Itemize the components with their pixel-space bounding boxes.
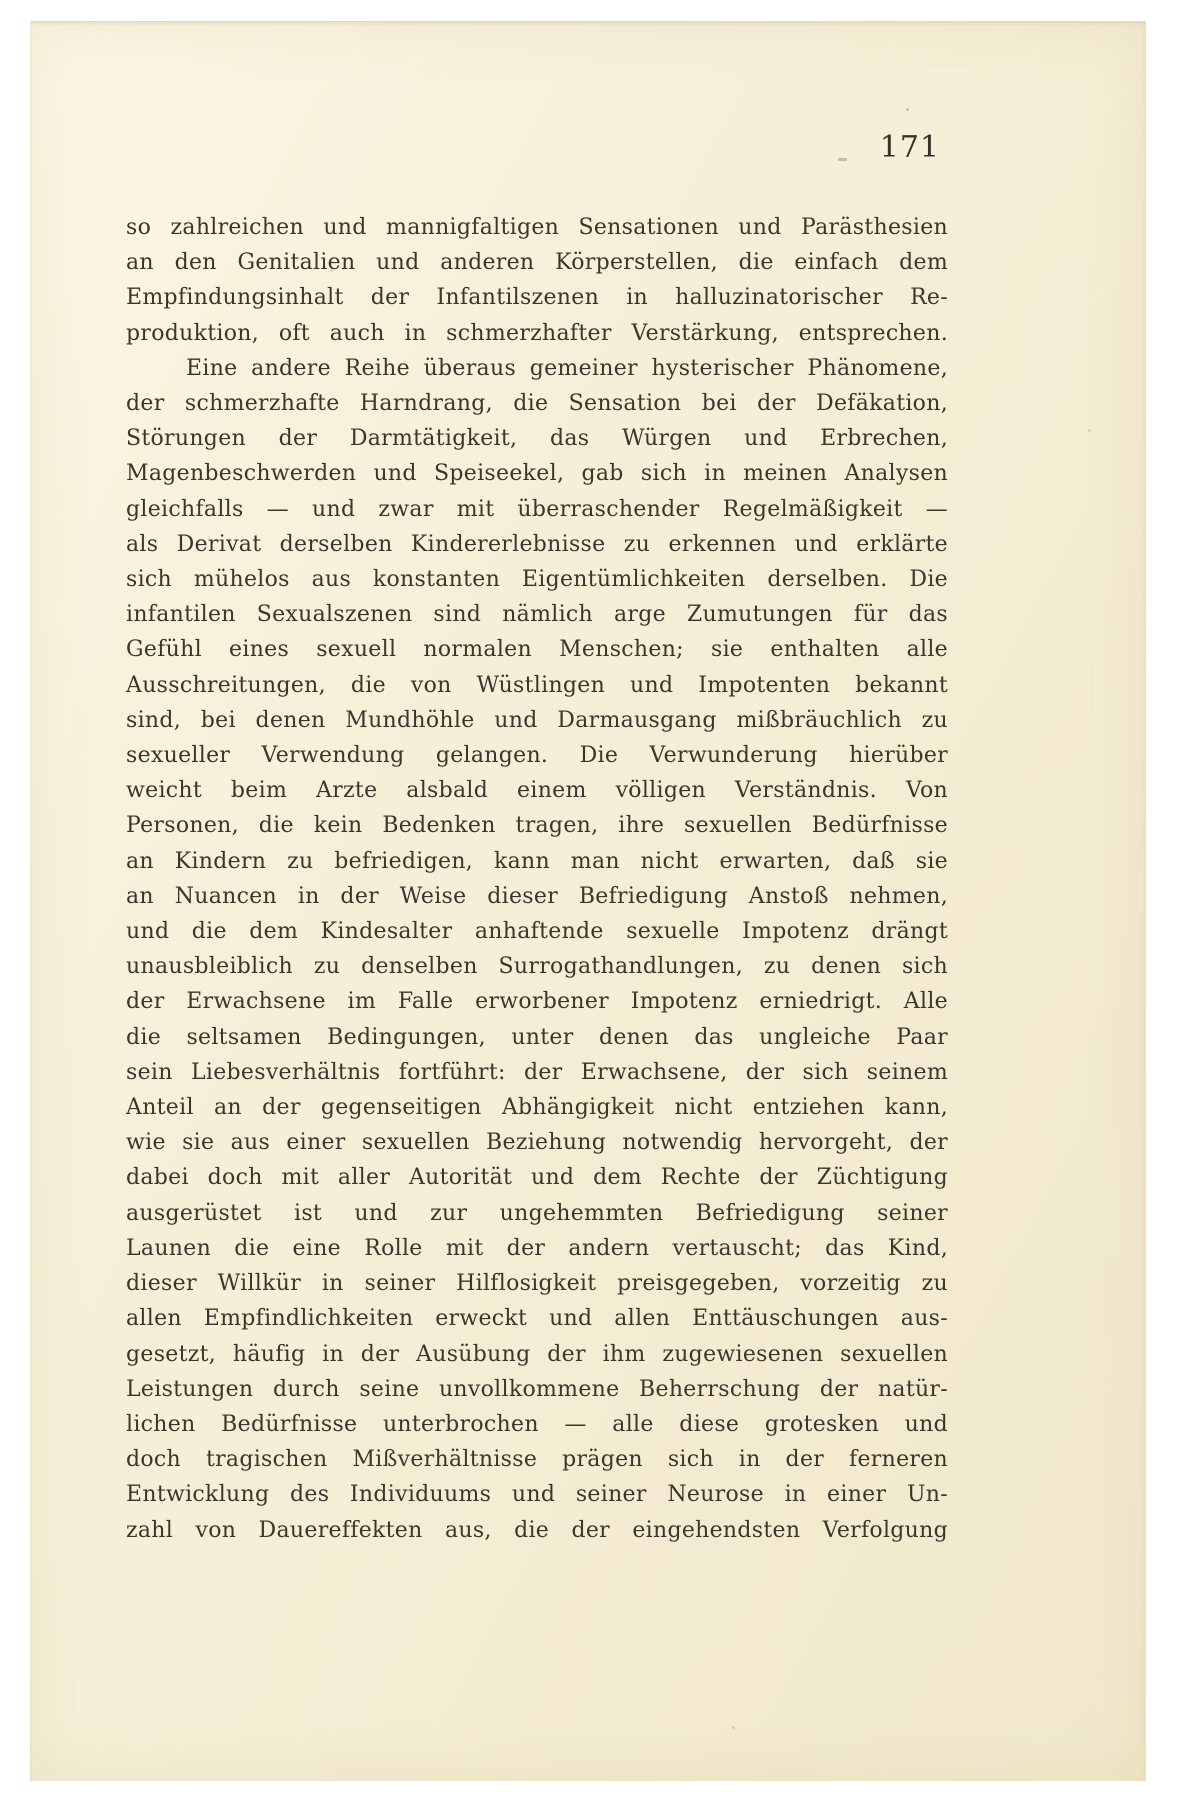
text-line-18: Personen, die kein Bedenken tragen, ihre sexuellen Bedürfnisse [126,813,948,839]
book-page [30,21,1146,1781]
text-line-17: weicht beim Arzte alsbald einem völligen Verständnis. Von [126,778,948,804]
text-line-13: Gefühl eines sexuell normalen Menschen; sie enthalten alle [126,637,948,663]
text-line-35: lichen Bedürfnisse unterbrochen — alle diese grotesken und [126,1411,948,1437]
text-line-25: sein Liebesverhältnis fortführt: der Erwachsene, der sich seinem [126,1059,948,1085]
text-line-37: Entwicklung des Individuums und seiner Neurose in einer Un- [126,1482,948,1508]
text-line-8: Magenbeschwerden und Speiseekel, gab sich in meinen Analysen [126,461,948,487]
paper-speck [1088,429,1091,432]
text-line-36: doch tragischen Mißverhältnisse prägen sich in der ferneren [126,1447,948,1473]
text-line-14: Ausschreitungen, die von Wüstlingen und Impotenten bekannt [126,672,948,698]
text-line-11: sich mühelos aus konstanten Eigentümlichkeiten derselben. Die [126,567,948,593]
text-line-33: gesetzt, häufig in der Ausübung der ihm zugewiesenen sexuellen [126,1341,948,1367]
text-line-5: Eine andere Reihe überaus gemeiner hysterischer Phänomene, [186,355,948,381]
text-line-21: und die dem Kindesalter anhaftende sexuelle Impotenz drängt [126,919,948,945]
text-line-20: an Nuancen in der Weise dieser Befriedigung Anstoß nehmen, [126,883,948,909]
paper-speck [838,158,847,161]
text-line-4: produktion, oft auch in schmerzhafter Verstärkung, entsprechen. [126,320,948,346]
text-line-3: Empfindungsinhalt der Infantilszenen in halluzinatorischer Re- [126,285,948,311]
text-line-12: infantilen Sexualszenen sind nämlich arge Zumutungen für das [126,602,948,628]
text-line-32: allen Empfindlichkeiten erweckt und allen Enttäuschungen aus- [126,1306,948,1332]
paper-speck [732,1726,735,1729]
text-line-31: dieser Willkür in seiner Hilflosigkeit preisgegeben, vorzeitig zu [126,1271,948,1297]
text-line-38: zahl von Dauereffekten aus, die der eingehendsten Verfolgung [126,1517,948,1543]
page-number: 171 [879,130,940,165]
text-line-6: der schmerzhafte Harndrang, die Sensation bei der Defäkation, [126,391,948,417]
body-text [126,210,948,1548]
text-line-26: Anteil an der gegenseitigen Abhängigkeit nicht entziehen kann, [126,1095,948,1121]
text-line-27: wie sie aus einer sexuellen Beziehung notwendig hervorgeht, der [126,1130,948,1156]
paper-speck [906,108,909,111]
text-line-19: an Kindern zu befriedigen, kann man nicht erwarten, daß sie [126,848,948,874]
text-line-30: Launen die eine Rolle mit der andern vertauscht; das Kind, [126,1235,948,1261]
text-line-16: sexueller Verwendung gelangen. Die Verwunderung hierüber [126,743,948,769]
text-line-34: Leistungen durch seine unvollkommene Beherrschung der natür- [126,1376,948,1402]
text-line-23: der Erwachsene im Falle erworbener Impotenz erniedrigt. Alle [126,989,948,1015]
text-line-9: gleichfalls — und zwar mit überraschender Regelmäßigkeit — [126,496,948,522]
text-line-28: dabei doch mit aller Autorität und dem Rechte der Züchtigung [126,1165,948,1191]
text-line-29: ausgerüstet ist und zur ungehemmten Befriedigung seiner [126,1200,948,1226]
text-line-2: an den Genitalien und anderen Körperstellen, die einfach dem [126,250,948,276]
text-line-1: so zahlreichen und mannigfaltigen Sensationen und Parästhesien [126,215,948,240]
text-line-7: Störungen der Darmtätigkeit, das Würgen und Erbrechen, [126,426,948,452]
text-line-15: sind, bei denen Mundhöhle und Darmausgang mißbräuchlich zu [126,707,948,733]
text-line-24: die seltsamen Bedingungen, unter denen das ungleiche Paar [126,1024,948,1050]
text-line-10: als Derivat derselben Kindererlebnisse zu erkennen und erklärte [126,531,948,557]
text-line-22: unausbleiblich zu denselben Surrogathandlungen, zu denen sich [126,954,948,980]
